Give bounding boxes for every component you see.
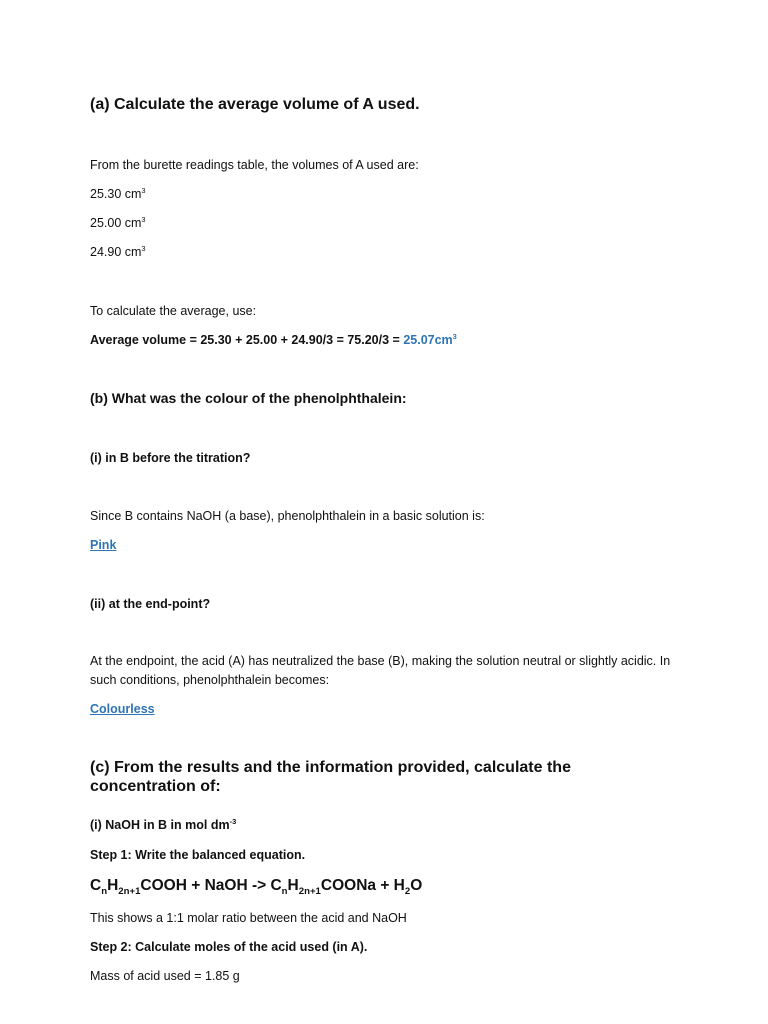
part-b-question-1: (i) in B before the titration?	[90, 451, 251, 465]
average-calculation: Average volume = $25.30 + 25.00 + 24.90/3 = 75.20/3 = 25.07cm^3$	[90, 331, 457, 347]
colourless-answer[interactable]: Colourless	[90, 702, 155, 716]
step-2-label: Step 2: Calculate moles of the acid used (in A).	[90, 940, 368, 954]
part-c-question-1: (i) NaOH in B in mol $dm^{-3}$	[90, 816, 237, 832]
molar-ratio-text: This shows a 1:1 molar ratio between the acid and NaOH	[90, 911, 407, 925]
part-a-method: To calculate the average, use:	[90, 304, 257, 318]
part-a-heading: (a) Calculate the average volume of A used.	[90, 96, 420, 113]
acid-mass-text: Mass of acid used = 1.85 g	[90, 969, 240, 983]
average-result: $25.07cm^3$	[403, 331, 457, 347]
part-c-heading: (c) From the results and the information provided, calculate the concentration of:	[90, 759, 571, 795]
balanced-equation: $C_nH_{2n+1}COOH$ + NaOH -> $C_nH_{2n+1}COONa + H_2O$	[90, 877, 423, 898]
reading-2: 25.00 $cm^3$	[90, 214, 146, 230]
part-b-heading: (b) What was the colour of the phenolphthalein:	[90, 390, 407, 406]
step-1-label: Step 1: Write the balanced equation.	[90, 848, 306, 862]
part-b-answer-1-text: Since B contains NaOH (a base), phenolphthalein in a basic solution is:	[90, 509, 485, 523]
reading-3: 24.90 $cm^3$	[90, 243, 146, 259]
part-b-answer-2-text: At the endpoint, the acid (A) has neutralized the base (B), making the solution neutral or slightly acidic. In such conditions, phenolphthalein becomes:	[90, 654, 671, 687]
pink-answer[interactable]: Pink	[90, 538, 117, 552]
reading-1: 25.30 $cm^3$	[90, 185, 146, 201]
part-b-question-2: (ii) at the end-point?	[90, 597, 211, 611]
part-a-intro: From the burette readings table, the volumes of A used are:	[90, 158, 419, 172]
